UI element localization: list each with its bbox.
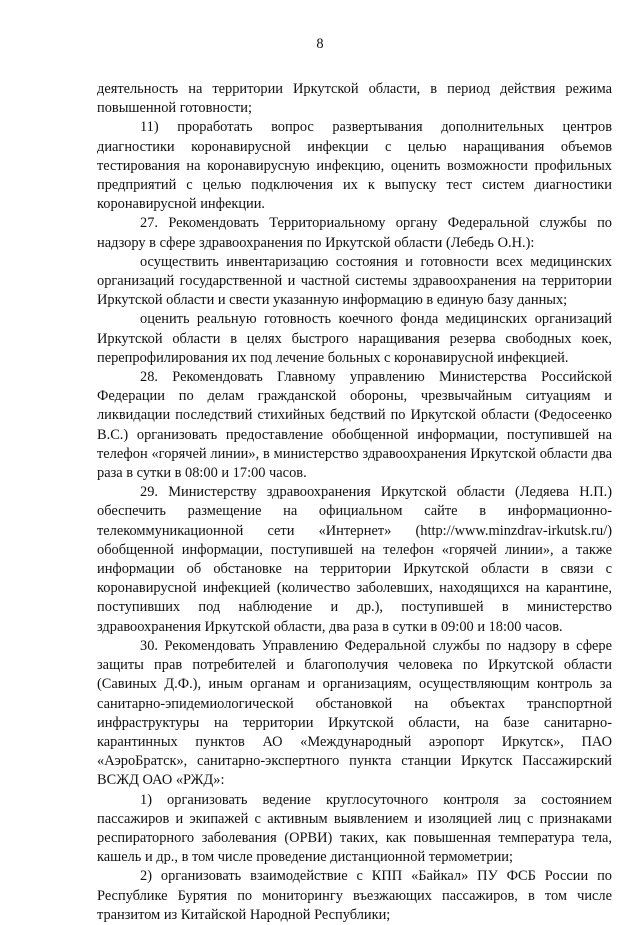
paragraph-29: 29. Министерству здравоохранения Иркутской области (Ледяева Н.П.) обеспечить размещение на официальном сайте в информационно-телекоммуникационной сети «Интернет» (http://www.minzdrav-irkutsk.ru/) обобщенной информации, поступившей на телефон «горячей линии», а также информации об обстановке на территории Иркутской области в связи с коронавирусной инфекцией (количество заболевших, находящихся на карантине, поступивших под наблюдение и др.), поступившей в министерство здравоохранения Иркутской области, два раза в сутки в 09:00 и 18:00 часов. [97,484,612,635]
paragraph-27: 27. Рекомендовать Территориальному органу Федеральной службы по надзору в сфере здравоохранения по Иркутской области (Лебедь О.Н.): [97,215,612,251]
paragraph-30-item-2: 2) организовать взаимодействие с КПП «Байкал» ПУ ФСБ России по Республике Бурятия по мониторингу въезжающих пассажиров, в том числе транзитом из Китайской Народной Республики; [97,868,612,923]
paragraph-item-11: 11) проработать вопрос развертывания дополнительных центров диагностики коронавирусной инфекции с целью наращивания объемов тестирования на коронавирусную инфекцию, оценить возможности профильных предприятий с целью подключения их к выпуску тест систем диагностики коронавирусной инфекции. [97,119,612,213]
paragraph-27-inventory: осуществить инвентаризацию состояния и готовности всех медицинских организаций государственной и частной системы здравоохранения на территории Иркутской области и свести указанную информацию в единую базу данных; [97,253,612,309]
page-number: 8 [316,36,324,52]
paragraph-30: 30. Рекомендовать Управлению Федеральной службы по надзору в сфере защиты прав потребителей и благополучия человека по Иркутской области (Савиных Д.Ф.), иным органам и организациям, осуществляющим контроль за санитарно-эпидемиологической обстановкой на объектах транспортной инфраструктуры на территории Иркутской области, на базе санитарно-карантинных пунктов АО «Международный аэропорт Иркутск», ПАО «АэроБратск», санитарно-экспертного пункта станции Иркутск Пассажирский ВСЖД ОАО «РЖД»: [97,637,612,789]
paragraph-27-bed-capacity: оценить реальную готовность коечного фонда медицинских организаций Иркутской области в целях быстрого наращивания резерва свободных коек, перепрофилирования их под лечение больных с коронавирусной инфекцией. [97,311,612,366]
document-body [97,80,612,925]
paragraph-continuation: деятельность на территории Иркутской области, в период действия режима повышенной готовности; [97,81,612,117]
paragraph-30-item-1: 1) организовать ведение круглосуточного контроля за состоянием пассажиров и экипажей с активным выявлением и изоляцией лиц с признаками респираторного заболевания (ОРВИ) таких, как повышенная температура тела, кашель и др., в том числе проведение дистанционной термометрии; [97,791,612,866]
paragraph-28: 28. Рекомендовать Главному управлению Министерства Российской Федерации по делам гражданской обороны, чрезвычайным ситуациям и ликвидации последствий стихийных бедствий по Иркутской области (Федосеенко В.С.) организовать предоставление обобщенной информации, поступившей на телефон «горячей линии», в министерство здравоохранения Иркутской области два раза в сутки в 08:00 и 17:00 часов. [97,369,612,482]
